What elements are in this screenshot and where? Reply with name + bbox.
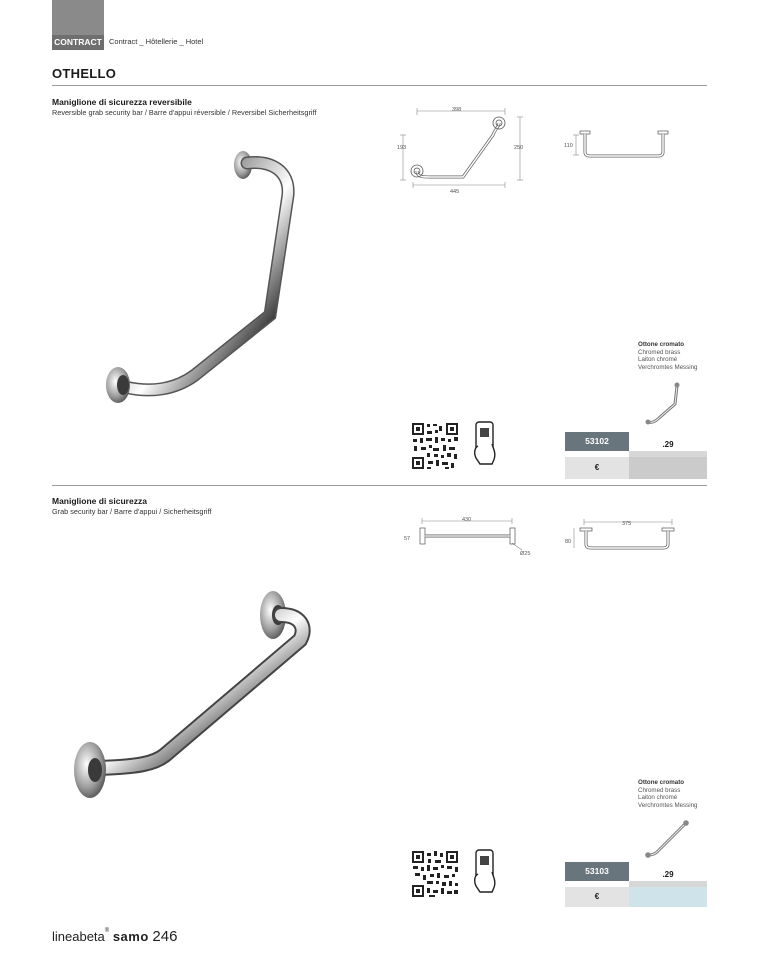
finish-en: Chromed brass — [638, 348, 681, 356]
product-title: Maniglione di sicurezza — [52, 496, 147, 506]
dim-label: 80 — [565, 539, 572, 545]
dim-label: 430 — [462, 517, 472, 523]
currency-cell: € — [565, 887, 629, 907]
brand-samo: samo — [112, 929, 149, 944]
qr-code-icon[interactable] — [411, 850, 461, 898]
product-title: Maniglione di sicurezza reversibile — [52, 97, 192, 107]
page-number: 246 — [152, 928, 178, 945]
price: .29 — [629, 862, 707, 881]
product-code: 53103 — [565, 862, 629, 881]
dim-label: 250 — [514, 145, 524, 151]
finish-de: Verchromtes Messing — [638, 363, 698, 371]
price-empty-cell — [629, 457, 707, 479]
smartphone-ar-icon[interactable] — [472, 848, 498, 894]
product-code: 53102 — [565, 432, 629, 451]
qr-code-icon[interactable] — [411, 422, 461, 470]
dim-label: 445 — [450, 189, 460, 195]
dim-label: 375 — [622, 521, 632, 527]
product-subtitle: Reversible grab security bar / Barre d'appui réversible / Reversibel Sicherheitsgriff — [52, 108, 317, 117]
product-photo — [95, 135, 325, 415]
finish-en: Chromed brass — [638, 786, 681, 794]
finish-fr: Laiton chromé — [638, 356, 678, 364]
finish-info — [638, 779, 698, 809]
dim-label: 110 — [564, 143, 573, 149]
dim-label: Ø25 — [520, 551, 531, 557]
technical-drawing-front — [395, 105, 530, 195]
currency-cell: € — [565, 457, 629, 479]
dim-label: 398 — [452, 107, 462, 113]
brand-lineabeta: lineabeta — [52, 929, 105, 944]
price: .29 — [629, 432, 707, 451]
technical-drawing-front — [400, 513, 540, 558]
finish-de: Verchromtes Messing — [638, 801, 698, 809]
brand-mark: ® — [104, 928, 110, 934]
breadcrumb: Contract _ Hôtellerie _ Hotel — [109, 37, 204, 46]
divider — [52, 85, 707, 86]
page-title: OTHELLO — [52, 66, 117, 81]
finish-fr: Laiton chromé — [638, 794, 678, 802]
technical-drawing-side — [562, 516, 687, 556]
product-photo — [45, 585, 335, 810]
dim-label: 193 — [397, 145, 407, 151]
finish-thumbnail — [645, 818, 695, 860]
price-empty-cell — [629, 887, 707, 907]
technical-drawing-side — [562, 125, 687, 165]
footer-brand — [52, 928, 177, 945]
finish-thumbnail — [645, 380, 690, 428]
divider — [52, 485, 707, 486]
product-subtitle: Grab security bar / Barre d'appui / Sicherheitsgriff — [52, 507, 212, 516]
finish-it: Ottone cromato — [638, 341, 685, 348]
smartphone-ar-icon[interactable] — [472, 420, 498, 466]
section-tag: CONTRACT — [52, 35, 104, 50]
finish-it: Ottone cromato — [638, 779, 685, 786]
dim-label: 57 — [404, 536, 411, 542]
finish-info — [638, 341, 698, 371]
